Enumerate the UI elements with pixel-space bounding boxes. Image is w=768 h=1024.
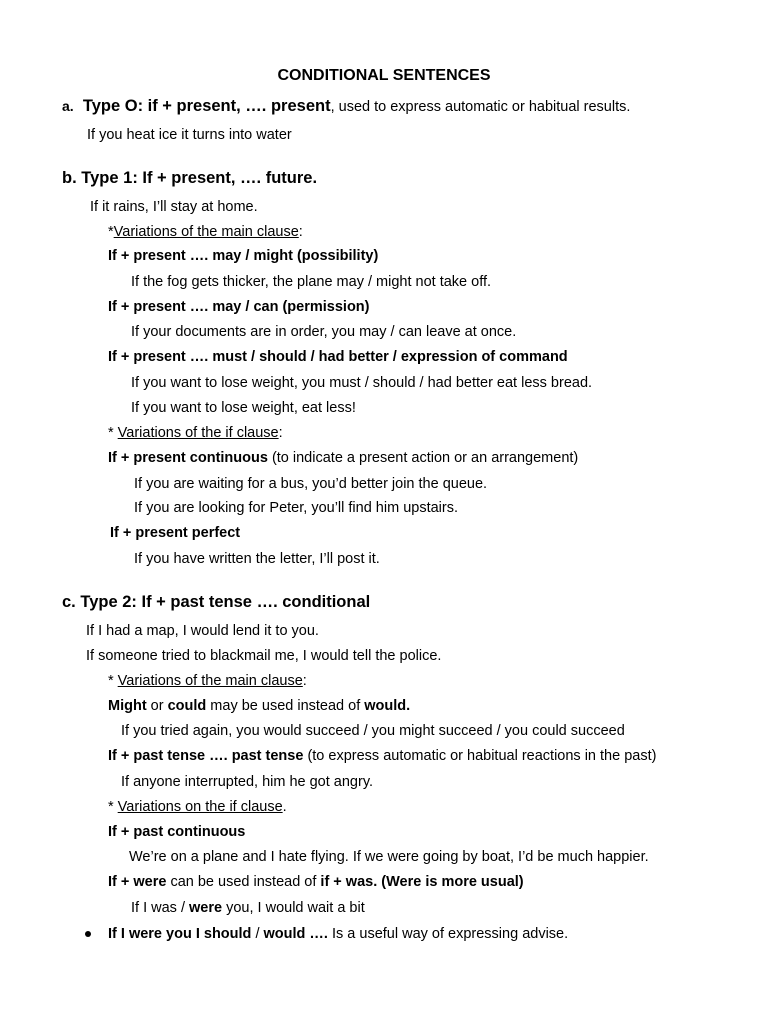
main-clause-label: Variations of the main clause <box>113 224 299 240</box>
section-a-heading <box>62 97 630 116</box>
would-word: would. <box>364 698 411 714</box>
rule-2-formula: If + past tense …. past tense <box>108 748 304 764</box>
section-c-if-clause-heading <box>108 798 287 816</box>
section-c-rule-3-example: We’re on a plane and I hate flying. If we were going by boat, I’d be much happier. <box>129 849 649 865</box>
section-c-example-1: If I had a map, I would lend it to you. <box>86 623 319 639</box>
connector: or <box>146 698 168 714</box>
section-b-main-clause-heading <box>108 223 303 241</box>
example-start: If I was / <box>131 900 190 916</box>
asterisk: * <box>108 425 118 441</box>
section-b-rule-2: If + present …. may / can (permission) <box>108 299 370 315</box>
bullet-phrase-2: would …. <box>263 926 328 942</box>
could-word: could <box>167 698 207 714</box>
if-clause-label: Variations of the if clause <box>117 425 279 441</box>
section-c-rule-4-example <box>131 899 365 917</box>
example-end: you, I would wait a bit <box>222 900 365 916</box>
rule-4-formula: If + present continuous <box>108 450 268 466</box>
section-b-rule-2-example: If your documents are in order, you may / can leave at once. <box>131 324 517 340</box>
section-b-rule-5-example: If you have written the letter, I’ll post it. <box>134 551 380 567</box>
section-b-rule-5: If + present perfect <box>110 525 241 541</box>
section-c-main-clause-heading <box>108 672 307 690</box>
section-c-rule-1-example: If you tried again, you would succeed / you might succeed / you could succeed <box>121 723 625 739</box>
rule-2-note: (to express automatic or habitual reactions in the past) <box>303 748 657 764</box>
period: . <box>282 799 287 815</box>
asterisk: * <box>108 799 118 815</box>
section-b-rule-3-example-1: If you want to lose weight, you must / should / had better eat less bread. <box>131 375 593 391</box>
section-b-rule-3-example-2: If you want to lose weight, eat less! <box>131 400 356 416</box>
connector: can be used instead of <box>166 874 321 890</box>
section-b-label: b. <box>62 169 77 187</box>
colon: : <box>278 425 283 441</box>
section-b-rule-4-example-2: If you are looking for Peter, you’ll find him upstairs. <box>134 500 458 516</box>
section-c-label: c. <box>62 593 76 611</box>
if-was-formula: if + was. (Were is more usual) <box>320 874 524 890</box>
section-a-tail: , used to express automatic or habitual results. <box>330 99 631 115</box>
bullet-note: Is a useful way of expressing advise. <box>327 926 569 942</box>
section-c-example-2: If someone tried to blackmail me, I would tell the police. <box>86 648 442 664</box>
section-c-rule-4 <box>108 873 524 891</box>
section-c-rule-3: If + past continuous <box>108 824 246 840</box>
if-clause-label: Variations on the if clause <box>117 799 283 815</box>
if-were-formula: If + were <box>108 874 167 890</box>
separator: / <box>251 926 264 942</box>
section-a-title: Type O: if + present, …. present <box>82 97 331 115</box>
section-c-rule-2-example: If anyone interrupted, him he got angry. <box>121 774 374 790</box>
section-c-rule-1 <box>108 697 410 715</box>
main-clause-label: Variations of the main clause <box>117 673 303 689</box>
section-b-example: If it rains, I’ll stay at home. <box>90 199 258 215</box>
section-b-rule-1: If + present …. may / might (possibility) <box>108 248 379 264</box>
colon: : <box>298 224 303 240</box>
asterisk: * <box>108 224 114 240</box>
section-a-label: a. <box>62 98 74 114</box>
section-b-rule-4 <box>108 449 578 467</box>
section-b-rule-1-example: If the fog gets thicker, the plane may / might not take off. <box>131 274 492 290</box>
page-title: CONDITIONAL SENTENCES <box>277 67 491 84</box>
section-b-heading <box>62 169 317 187</box>
section-c-title: Type 2: If + past tense …. conditional <box>80 593 371 611</box>
section-c-heading <box>62 593 370 611</box>
section-c-bullet-item <box>108 925 568 943</box>
colon: : <box>302 673 307 689</box>
rule-4-note: (to indicate a present action or an arrangement) <box>267 450 579 466</box>
bullet-phrase-1: If I were you I should <box>108 926 252 942</box>
section-b-title: Type 1: If + present, …. future. <box>81 169 318 187</box>
connector: may be used instead of <box>206 698 365 714</box>
asterisk: * <box>108 673 118 689</box>
section-b-rule-3: If + present …. must / should / had better / expression of command <box>108 349 568 365</box>
section-b-if-clause-heading <box>108 424 283 442</box>
bullet-icon <box>85 931 91 937</box>
were-word: were <box>189 900 223 916</box>
might-word: Might <box>108 698 147 714</box>
section-c-rule-2 <box>108 747 656 765</box>
section-b-rule-4-example-1: If you are waiting for a bus, you’d better join the queue. <box>134 476 488 492</box>
section-a-example: If you heat ice it turns into water <box>87 127 292 143</box>
